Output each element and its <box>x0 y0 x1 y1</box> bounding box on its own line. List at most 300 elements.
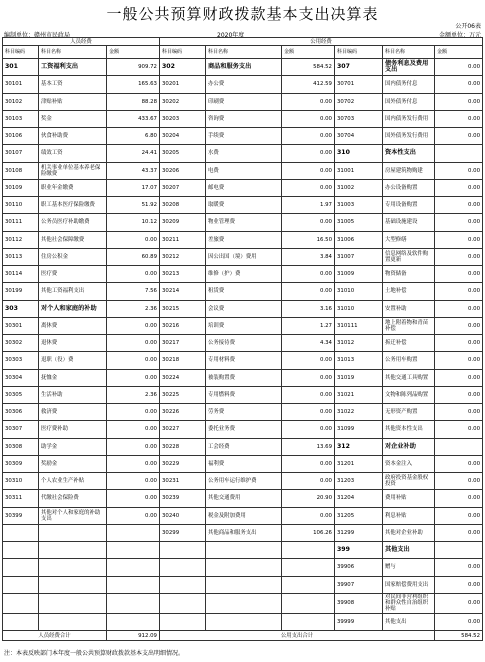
amount-cell <box>282 576 335 593</box>
code-cell: 310 <box>335 145 383 162</box>
code-cell: 30215 <box>160 300 206 317</box>
amount-cell: 0.00 <box>107 404 160 421</box>
amount-cell: 0.00 <box>282 421 335 438</box>
amount-cell: 0.00 <box>107 335 160 352</box>
amount-cell: 43.37 <box>107 162 160 179</box>
table-row <box>3 559 483 576</box>
code-cell: 30308 <box>3 438 39 455</box>
amount-cell: 0.00 <box>282 128 335 145</box>
code-cell <box>3 593 39 613</box>
code-cell: 399 <box>335 542 383 559</box>
code-cell: 30218 <box>160 352 206 369</box>
code-cell: 30229 <box>160 455 206 472</box>
name-cell: 公务用车运行维护费 <box>206 473 282 490</box>
code-cell: 39999 <box>335 613 383 630</box>
amount-cell: 0.00 <box>282 455 335 472</box>
table-row <box>3 179 483 196</box>
amount-cell: 0.00 <box>435 162 483 179</box>
amount-cell: 0.00 <box>435 76 483 93</box>
amount-cell: 0.00 <box>435 524 483 541</box>
amount-cell: 412.59 <box>282 76 335 93</box>
name-cell: 房屋建筑物购建 <box>383 162 435 179</box>
name-cell: 医疗费补助 <box>39 421 107 438</box>
table-row <box>3 542 483 559</box>
name-cell: 生活补助 <box>39 386 107 403</box>
code-cell: 31006 <box>335 231 383 248</box>
name-cell <box>39 576 107 593</box>
name-cell: 水费 <box>206 145 282 162</box>
amount-cell <box>435 438 483 455</box>
name-cell: 手续费 <box>206 128 282 145</box>
unit-label: 编制单位：赣州市民政局 <box>4 32 71 39</box>
page-title: 一般公共预算财政拨款基本支出决算表 <box>106 5 379 23</box>
amount-cell: 60.89 <box>107 248 160 265</box>
amount-cell: 0.00 <box>435 59 483 76</box>
code-cell: 31010 <box>335 283 383 300</box>
code-cell: 39908 <box>335 593 383 613</box>
name-cell: 资本性支出 <box>383 145 435 162</box>
amount-cell: 0.00 <box>107 507 160 524</box>
name-cell: 国内债务发行费用 <box>383 110 435 127</box>
amount-cell: 0.00 <box>435 197 483 214</box>
code-cell: 31201 <box>335 455 383 472</box>
code-cell: 30302 <box>3 335 39 352</box>
header-name: 科目名称 <box>206 46 282 59</box>
name-cell: 安置补助 <box>383 300 435 317</box>
amount-cell: 0.00 <box>435 593 483 613</box>
amount-cell: 0.00 <box>282 179 335 196</box>
code-cell: 31099 <box>335 421 383 438</box>
amount-cell: 51.92 <box>107 197 160 214</box>
name-cell: 国家赔偿费用支出 <box>383 576 435 593</box>
amount-cell: 0.00 <box>282 110 335 127</box>
amount-cell <box>107 593 160 613</box>
amount-cell: 2.36 <box>107 300 160 317</box>
name-cell <box>39 593 107 613</box>
table-row <box>3 613 483 630</box>
code-cell: 30101 <box>3 76 39 93</box>
code-cell: 30111 <box>3 214 39 231</box>
amount-cell <box>107 613 160 630</box>
code-cell: 31205 <box>335 507 383 524</box>
amount-cell <box>107 576 160 593</box>
name-cell: 专用材料费 <box>206 352 282 369</box>
code-cell: 30211 <box>160 231 206 248</box>
name-cell: 被装购置费 <box>206 369 282 386</box>
header-code: 科目编码 <box>335 46 383 59</box>
name-cell: 印刷费 <box>206 93 282 110</box>
amount-cell <box>107 559 160 576</box>
code-cell <box>160 613 206 630</box>
amount-cell: 0.00 <box>435 335 483 352</box>
table-row <box>3 524 483 541</box>
amount-cell: 0.00 <box>435 128 483 145</box>
amount-cell: 0.00 <box>282 93 335 110</box>
amount-cell: 0.00 <box>282 473 335 490</box>
amount-cell: 0.00 <box>435 386 483 403</box>
code-cell <box>3 559 39 576</box>
code-cell: 30305 <box>3 386 39 403</box>
name-cell: 基础设施建设 <box>383 214 435 231</box>
name-cell <box>39 559 107 576</box>
amount-cell: 0.00 <box>435 266 483 283</box>
name-cell: 租赁费 <box>206 283 282 300</box>
name-cell <box>39 524 107 541</box>
table-row <box>3 455 483 472</box>
code-cell: 30226 <box>160 404 206 421</box>
name-cell: 抚恤金 <box>39 369 107 386</box>
table-row <box>3 93 483 110</box>
code-cell: 30109 <box>3 179 39 196</box>
name-cell: 奖励金 <box>39 455 107 472</box>
code-cell: 31002 <box>335 179 383 196</box>
amount-cell: 433.67 <box>107 110 160 127</box>
amount-cell: 0.00 <box>107 438 160 455</box>
code-cell: 30307 <box>3 421 39 438</box>
code-cell: 30228 <box>160 438 206 455</box>
name-cell: 土地补偿 <box>383 283 435 300</box>
table-row <box>3 231 483 248</box>
code-cell: 30203 <box>160 110 206 127</box>
name-cell: 邮电费 <box>206 179 282 196</box>
code-cell: 30114 <box>3 266 39 283</box>
name-cell: 职工基本医疗保险缴费 <box>39 197 107 214</box>
header-amount: 金额 <box>282 46 335 59</box>
code-cell: 30306 <box>3 404 39 421</box>
amount-cell: 0.00 <box>107 231 160 248</box>
name-cell: 其他资本性支出 <box>383 421 435 438</box>
name-cell <box>39 613 107 630</box>
code-cell: 30102 <box>3 93 39 110</box>
code-cell: 303 <box>3 300 39 317</box>
name-cell: 其他支出 <box>383 542 435 559</box>
table-row <box>3 300 483 317</box>
code-cell: 31001 <box>335 162 383 179</box>
amount-cell <box>282 542 335 559</box>
table-row <box>3 593 483 613</box>
name-cell: 税金及附加费用 <box>206 507 282 524</box>
code-cell <box>3 613 39 630</box>
code-cell: 31013 <box>335 352 383 369</box>
table-row <box>3 438 483 455</box>
code-cell: 30701 <box>335 76 383 93</box>
name-cell: 培训费 <box>206 317 282 334</box>
code-cell: 30703 <box>335 110 383 127</box>
name-cell: 机关事业单位基本养老保险缴费 <box>39 162 107 179</box>
amount-cell: 0.00 <box>107 455 160 472</box>
table-row <box>3 248 483 265</box>
amount-cell: 3.84 <box>282 248 335 265</box>
code-cell: 30199 <box>3 283 39 300</box>
code-cell <box>3 542 39 559</box>
code-cell: 30213 <box>160 266 206 283</box>
name-cell: 资本金注入 <box>383 455 435 472</box>
currency-label: 金额单位：万元 <box>438 32 481 39</box>
code-cell: 30224 <box>160 369 206 386</box>
table-row <box>3 110 483 127</box>
name-cell: 会议费 <box>206 300 282 317</box>
code-cell: 31022 <box>335 404 383 421</box>
name-cell: 委托业务费 <box>206 421 282 438</box>
name-cell: 津贴补贴 <box>39 93 107 110</box>
header-name: 科目名称 <box>383 46 435 59</box>
amount-cell: 165.63 <box>107 76 160 93</box>
name-cell: 其他支出 <box>383 613 435 630</box>
code-cell: 30304 <box>3 369 39 386</box>
amount-cell: 0.00 <box>435 300 483 317</box>
code-cell: 30103 <box>3 110 39 127</box>
name-cell: 国外债务付息 <box>383 93 435 110</box>
name-cell <box>206 576 282 593</box>
amount-cell: 0.00 <box>435 110 483 127</box>
amount-cell: 0.00 <box>282 266 335 283</box>
amount-cell: 0.00 <box>435 404 483 421</box>
code-cell: 30209 <box>160 214 206 231</box>
amount-cell: 0.00 <box>435 214 483 231</box>
name-cell: 国内债务付息 <box>383 76 435 93</box>
name-cell: 其他对企业补助 <box>383 524 435 541</box>
code-cell: 31012 <box>335 335 383 352</box>
amount-cell: 1.27 <box>282 317 335 334</box>
amount-cell: 0.00 <box>282 352 335 369</box>
code-cell: 30227 <box>160 421 206 438</box>
amount-cell: 0.00 <box>107 421 160 438</box>
name-cell: 差旅费 <box>206 231 282 248</box>
table-row <box>3 214 483 231</box>
name-cell: 利息补贴 <box>383 507 435 524</box>
amount-cell: 0.00 <box>435 490 483 507</box>
amount-cell <box>282 613 335 630</box>
name-cell: 基本工资 <box>39 76 107 93</box>
name-cell: 债务利息及费用支出 <box>383 59 435 76</box>
amount-cell: 0.00 <box>435 231 483 248</box>
name-cell: 福利费 <box>206 455 282 472</box>
name-cell: 物业管理费 <box>206 214 282 231</box>
name-cell: 办公设备购置 <box>383 179 435 196</box>
name-cell: 劳务费 <box>206 404 282 421</box>
year-label: 2020年度 <box>217 32 245 39</box>
code-cell: 30702 <box>335 93 383 110</box>
table-row <box>3 335 483 352</box>
code-cell: 31003 <box>335 197 383 214</box>
name-cell: 其他交通费用 <box>206 490 282 507</box>
table-row <box>3 266 483 283</box>
name-cell: 信息网络及软件购置更新 <box>383 248 435 265</box>
code-cell: 30311 <box>3 490 39 507</box>
name-cell: 其他对个人和家庭的补助支出 <box>39 507 107 524</box>
code-cell: 301 <box>3 59 39 76</box>
code-cell <box>3 576 39 593</box>
name-cell: 专用设备购置 <box>383 197 435 214</box>
header-code: 科目编码 <box>3 46 39 59</box>
amount-cell: 4.34 <box>282 335 335 352</box>
name-cell: 办公费 <box>206 76 282 93</box>
amount-cell: 0.00 <box>435 613 483 630</box>
name-cell: 咨询费 <box>206 110 282 127</box>
table-row <box>3 197 483 214</box>
table-row <box>3 576 483 593</box>
code-cell: 30231 <box>160 473 206 490</box>
code-cell: 312 <box>335 438 383 455</box>
name-cell: 取暖费 <box>206 197 282 214</box>
code-cell <box>160 542 206 559</box>
code-cell: 30399 <box>3 507 39 524</box>
name-cell <box>39 542 107 559</box>
table-row <box>3 76 483 93</box>
public-total-value: 584.52 <box>435 631 483 641</box>
amount-cell: 10.12 <box>107 214 160 231</box>
name-cell: 电费 <box>206 162 282 179</box>
name-cell: 绩效工资 <box>39 145 107 162</box>
code-cell: 30301 <box>3 317 39 334</box>
code-cell: 31009 <box>335 266 383 283</box>
name-cell: 住房公积金 <box>39 248 107 265</box>
code-cell: 30310 <box>3 473 39 490</box>
code-cell <box>160 593 206 613</box>
name-cell: 文物和陈列品购置 <box>383 386 435 403</box>
code-cell: 31203 <box>335 473 383 490</box>
table-row <box>3 404 483 421</box>
header-code: 科目编码 <box>160 46 206 59</box>
code-cell: 30113 <box>3 248 39 265</box>
name-cell <box>206 613 282 630</box>
amount-cell <box>435 145 483 162</box>
personnel-total-value: 912.09 <box>107 631 160 641</box>
amount-cell: 0.00 <box>435 559 483 576</box>
code-cell: 30212 <box>160 248 206 265</box>
name-cell: 费用补贴 <box>383 490 435 507</box>
name-cell: 退职（役）费 <box>39 352 107 369</box>
amount-cell: 106.26 <box>282 524 335 541</box>
name-cell: 公务员医疗补助缴费 <box>39 214 107 231</box>
code-cell: 310111 <box>335 317 383 334</box>
code-cell: 30303 <box>3 352 39 369</box>
name-cell: 救济费 <box>39 404 107 421</box>
name-cell: 公务接待费 <box>206 335 282 352</box>
amount-cell: 0.00 <box>107 266 160 283</box>
amount-cell: 0.00 <box>107 369 160 386</box>
table-row <box>3 162 483 179</box>
code-cell: 30202 <box>160 93 206 110</box>
code-cell: 31005 <box>335 214 383 231</box>
name-cell: 因公出国（境）费用 <box>206 248 282 265</box>
table-row <box>3 145 483 162</box>
name-cell: 个人农业生产补贴 <box>39 473 107 490</box>
code-cell: 31019 <box>335 369 383 386</box>
code-cell: 307 <box>335 59 383 76</box>
name-cell: 专用燃料费 <box>206 386 282 403</box>
amount-cell: 0.00 <box>107 473 160 490</box>
code-cell: 30110 <box>3 197 39 214</box>
amount-cell: 0.00 <box>435 507 483 524</box>
amount-cell <box>282 559 335 576</box>
table-row <box>3 386 483 403</box>
amount-cell: 0.00 <box>282 214 335 231</box>
name-cell: 奖金 <box>39 110 107 127</box>
table-row <box>3 128 483 145</box>
public-total-label: 公用支出合计 <box>160 631 435 641</box>
table-row <box>3 507 483 524</box>
name-cell: 商品和服务支出 <box>206 59 282 76</box>
code-cell: 30108 <box>3 162 39 179</box>
personnel-total-label: 人员经费合计 <box>3 631 107 641</box>
name-cell: 其他社会保障缴费 <box>39 231 107 248</box>
code-cell: 30112 <box>3 231 39 248</box>
code-cell: 31204 <box>335 490 383 507</box>
name-cell: 其他工资福利支出 <box>39 283 107 300</box>
section-public: 公用经费 <box>160 38 483 46</box>
amount-cell: 0.00 <box>435 576 483 593</box>
name-cell: 赠与 <box>383 559 435 576</box>
table-row <box>3 421 483 438</box>
amount-cell: 0.00 <box>435 473 483 490</box>
table-row <box>3 369 483 386</box>
code-cell <box>3 524 39 541</box>
amount-cell: 16.50 <box>282 231 335 248</box>
amount-cell: 0.00 <box>435 93 483 110</box>
code-cell: 302 <box>160 59 206 76</box>
code-cell <box>160 559 206 576</box>
amount-cell: 0.00 <box>282 386 335 403</box>
amount-cell: 0.00 <box>282 283 335 300</box>
name-cell: 其他交通工具购置 <box>383 369 435 386</box>
code-cell <box>160 576 206 593</box>
header-amount: 金额 <box>107 46 160 59</box>
table-row <box>3 283 483 300</box>
table-row <box>3 317 483 334</box>
code-cell: 30704 <box>335 128 383 145</box>
name-cell: 对企业补助 <box>383 438 435 455</box>
table-row <box>3 490 483 507</box>
amount-cell: 0.00 <box>282 145 335 162</box>
amount-cell: 24.41 <box>107 145 160 162</box>
name-cell <box>206 542 282 559</box>
footnote: 注：本表反映部门本年度一般公共预算财政拨款基本支出明细情况。 <box>4 650 185 657</box>
amount-cell: 0.00 <box>282 369 335 386</box>
name-cell: 职业年金缴费 <box>39 179 107 196</box>
code-cell: 30225 <box>160 386 206 403</box>
code-cell: 30239 <box>160 490 206 507</box>
code-cell: 31007 <box>335 248 383 265</box>
name-cell: 物资储备 <box>383 266 435 283</box>
name-cell: 无形资产购置 <box>383 404 435 421</box>
amount-cell: 7.56 <box>107 283 160 300</box>
code-cell: 30205 <box>160 145 206 162</box>
amount-cell: 3.16 <box>282 300 335 317</box>
section-personnel: 人员经费 <box>3 38 160 46</box>
code-cell: 31299 <box>335 524 383 541</box>
name-cell: 对民间非营利组织和群众性自治组织补贴 <box>383 593 435 613</box>
amount-cell: 88.28 <box>107 93 160 110</box>
code-cell: 30206 <box>160 162 206 179</box>
code-cell: 30240 <box>160 507 206 524</box>
amount-cell: 2.36 <box>107 386 160 403</box>
code-cell: 31021 <box>335 386 383 403</box>
code-cell: 39907 <box>335 576 383 593</box>
amount-cell: 584.52 <box>282 59 335 76</box>
code-cell: 39906 <box>335 559 383 576</box>
name-cell: 政府投资基金股权投资 <box>383 473 435 490</box>
amount-cell: 0.00 <box>107 352 160 369</box>
header-amount: 金额 <box>435 46 483 59</box>
name-cell: 代缴社会保险费 <box>39 490 107 507</box>
table-row <box>3 473 483 490</box>
name-cell: 大型修缮 <box>383 231 435 248</box>
amount-cell: 0.00 <box>435 248 483 265</box>
amount-cell: 0.00 <box>282 507 335 524</box>
amount-cell: 0.00 <box>435 421 483 438</box>
expenditure-table <box>2 37 483 641</box>
